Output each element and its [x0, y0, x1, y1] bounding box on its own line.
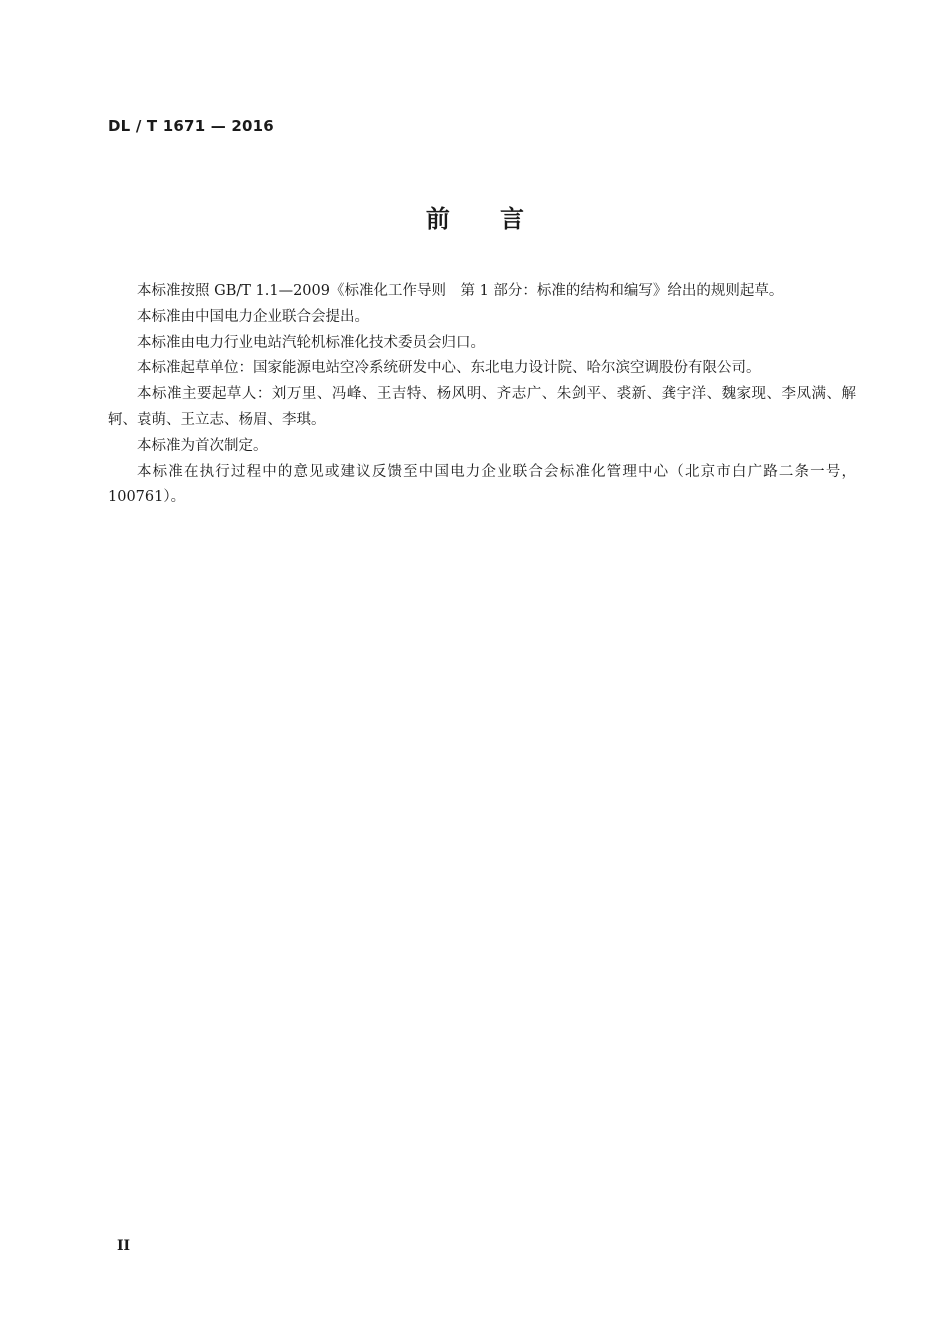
page-title: 前 言 — [425, 205, 525, 233]
paragraph-drafting-rules: 本标准按照 GB/T 1.1—2009《标准化工作导则 第 1 部分：标准的结构和编写》给出的规则起草。 — [137, 283, 784, 299]
standard-code: DL / T 1671 — 2016 — [108, 117, 274, 135]
foreword-body — [108, 279, 856, 511]
paragraph-drafting-units: 本标准起草单位：国家能源电站空冷系统研发中心、东北电力设计院、哈尔滨空调股份有限公司。 — [137, 360, 761, 377]
page-number: II — [117, 1238, 131, 1254]
paragraph-administrator: 本标准由电力行业电站汽轮机标准化技术委员会归口。 — [137, 334, 485, 351]
paragraph-first-edition: 本标准为首次制定。 — [137, 437, 268, 454]
paragraph-drafters: 本标准主要起草人：刘万里、冯峰、王吉特、杨风明、齐志广、朱剑平、裘新、龚宇洋、魏家现、李凤满、解轲、袁萌、王立志、杨眉、李琪。 — [108, 386, 856, 428]
paragraph-proposer: 本标准由中国电力企业联合会提出。 — [137, 308, 369, 325]
paragraph-feedback: 本标准在执行过程中的意见或建议反馈至中国电力企业联合会标准化管理中心（北京市白广路二条一号，100761）。 — [108, 463, 856, 506]
